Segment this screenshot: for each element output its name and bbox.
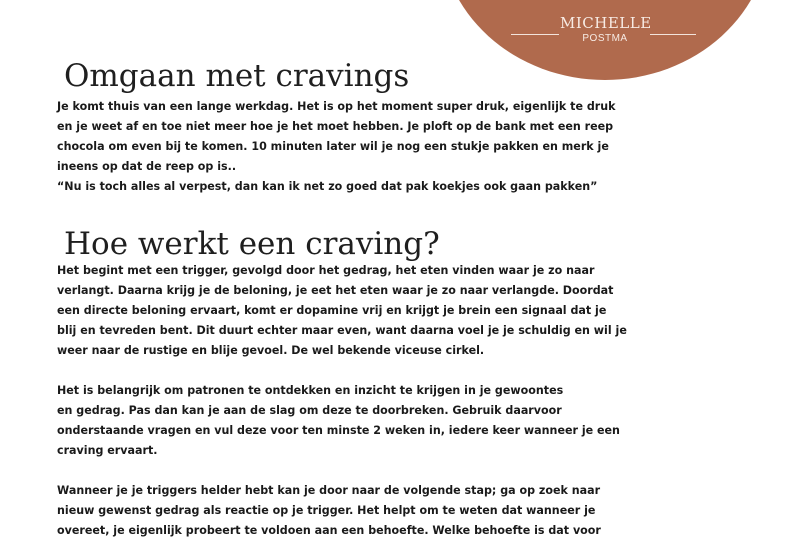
logo-name: MICHELLE bbox=[560, 14, 652, 32]
text-line: Je komt thuis van een lange werkdag. Het is op het moment super druk, eigenlijk te druk bbox=[57, 100, 616, 113]
text-line: Wanneer je je triggers helder hebt kan je door naar de volgende stap; ga op zoek naar bbox=[57, 484, 601, 497]
text-line: craving ervaart. bbox=[57, 444, 158, 457]
text-line: onderstaande vragen en vul deze voor ten minste 2 weken in, iedere keer wanneer je een bbox=[57, 424, 620, 437]
text-line: weer naar de rustige en blije gevoel. De wel bekende viceuse cirkel. bbox=[57, 344, 485, 357]
text-line: ineens op dat de reep op is.. bbox=[57, 160, 237, 173]
body-paragraph-triggers bbox=[57, 481, 617, 541]
text-line: en gedrag. Pas dan kan je aan de slag om deze te doorbreken. Gebruik daarvoor bbox=[57, 404, 562, 417]
text-line: verlangt. Daarna krijg je de beloning, je eet het eten waar je zo naar verlangde. Doordat bbox=[57, 284, 614, 297]
logo-surname: POSTMA bbox=[582, 33, 628, 44]
text-line: Het is belangrijk om patronen te ontdekken en inzicht te krijgen in je gewoontes bbox=[57, 384, 564, 397]
section-heading-how-craving-works: Hoe werkt een craving? bbox=[64, 226, 440, 262]
text-line: nieuw gewenst gedrag als reactie op je trigger. Het helpt om te weten dat wanneer je bbox=[57, 504, 596, 517]
text-line: chocola om even bij te komen. 10 minuten later wil je nog een stukje pakken en merk je bbox=[57, 140, 609, 153]
text-line: overeet, je eigenlijk probeert te voldoen aan een behoefte. Welke behoefte is dat voor bbox=[57, 524, 601, 537]
text-line: blij en tevreden bent. Dit duurt echter maar even, want daarna voel je je schuldig en wil je bbox=[57, 324, 627, 337]
text-line: Het begint met een trigger, gevolgd door het gedrag, het eten vinden waar je zo naar bbox=[57, 264, 595, 277]
logo-rule-left bbox=[511, 34, 559, 35]
quote-line: “Nu is toch alles al verpest, dan kan ik net zo goed dat pak koekjes ook gaan pakken” bbox=[57, 180, 598, 193]
text-line: en je weet af en toe niet meer hoe je het moet hebben. Je ploft op de bank met een reep bbox=[57, 120, 614, 133]
body-paragraph-patterns bbox=[57, 381, 620, 461]
logo-rule-right bbox=[650, 34, 696, 35]
body-paragraph-cycle bbox=[57, 261, 627, 361]
section-heading-cravings: Omgaan met cravings bbox=[64, 58, 410, 94]
intro-paragraph bbox=[57, 97, 617, 197]
text-line: een directe beloning ervaart, komt er dopamine vrij en krijgt je brein een signaal dat je bbox=[57, 304, 607, 317]
